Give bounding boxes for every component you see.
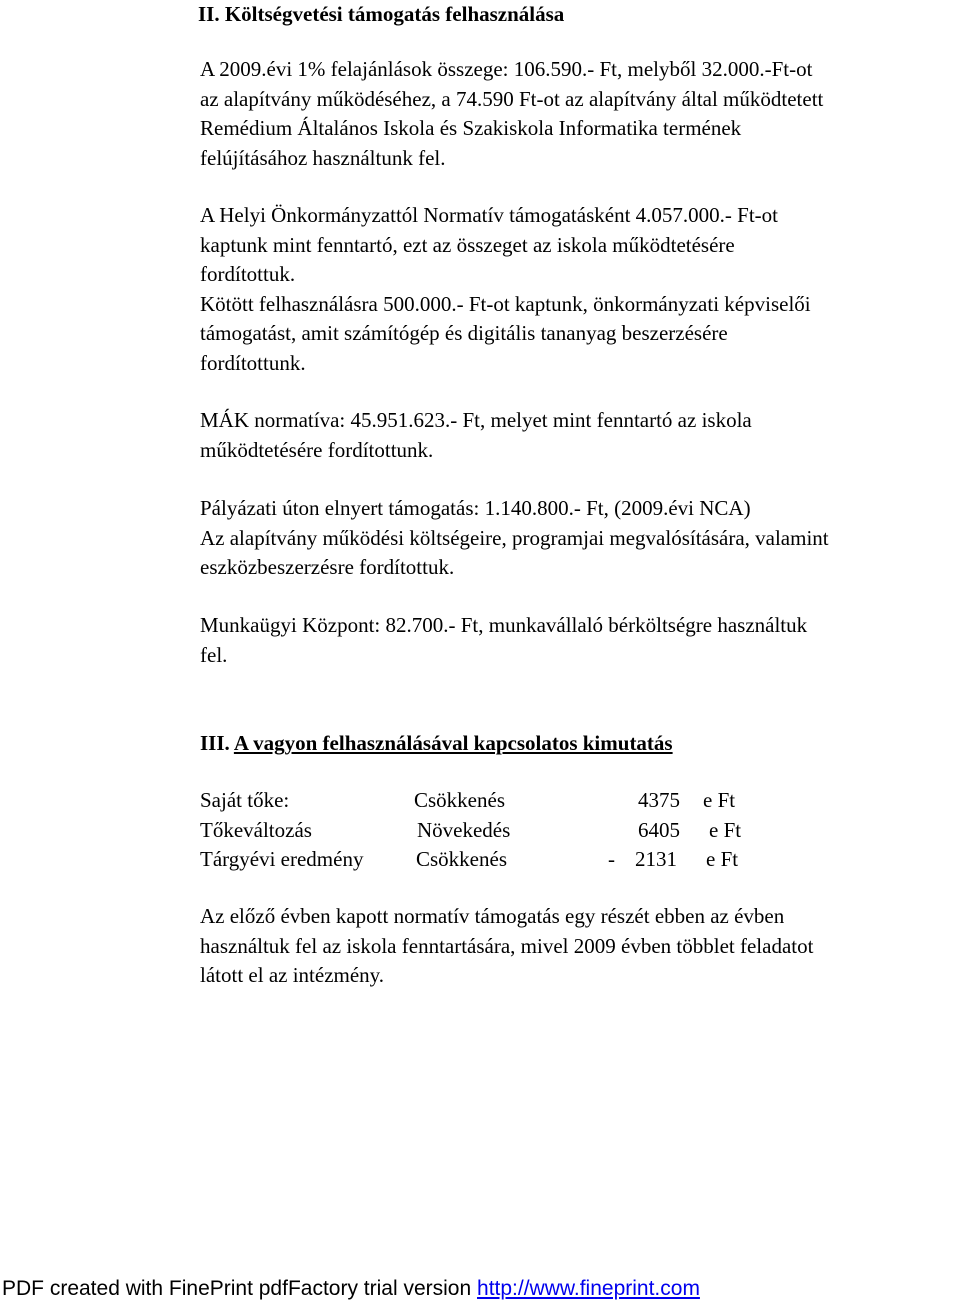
asset-summary-table: [200, 786, 820, 875]
table-row: [200, 816, 820, 846]
paragraph-line: MÁK normatíva: 45.951.623.- Ft, melyet mint fenntartó az iskola: [200, 408, 752, 432]
paragraph-line: Remédium Általános Iskola és Szakiskola Informatika termének: [200, 116, 742, 140]
section-3-heading: [200, 729, 673, 757]
row-unit: e Ft: [709, 817, 742, 842]
section-3-number: III.: [200, 731, 230, 755]
row-change: Csökkenés: [416, 847, 507, 871]
paragraph-line: fordítottuk.: [200, 262, 296, 286]
paragraph-line: kaptunk mint fenntartó, ezt az összeget az iskola működtetésére: [200, 232, 735, 257]
footer-link[interactable]: http://www.fineprint.com: [477, 1277, 700, 1300]
section-2-heading: II. Költségvetési támogatás felhasználása: [198, 2, 565, 26]
paragraph-line: A Helyi Önkormányzattól Normatív támogatásként 4.057.000.- Ft-ot: [200, 203, 778, 227]
row-label: Saját tőke:: [200, 788, 290, 812]
paragraph-line: támogatást, amit számítógép és digitális tananyag beszerzésére: [200, 321, 728, 345]
pdf-footer: [2, 1275, 700, 1303]
paragraph-1-percent-donations: [200, 55, 960, 173]
row-unit: e Ft: [703, 788, 736, 812]
paragraph-employment-center: [200, 611, 960, 670]
section-3-title: A vagyon felhasználásával kapcsolatos kimutatás: [233, 731, 673, 755]
paragraph-line: Kötött felhasználásra 500.000.- Ft-ot kaptunk, önkormányzati képviselői: [200, 291, 811, 316]
row-value: 6405: [638, 817, 680, 842]
paragraph-line: Munkaügyi Központ: 82.700.- Ft, munkavállaló bérköltségre használtuk: [200, 613, 808, 637]
row-value: 2131: [635, 847, 677, 871]
row-value: 4375: [638, 788, 680, 812]
paragraph-line: A 2009.évi 1% felajánlások összege: 106.590.- Ft, melyből 32.000.-Ft-ot: [200, 57, 813, 81]
footer-text: PDF created with FinePrint pdfFactory trial version: [2, 1277, 478, 1300]
paragraph-line: Pályázati úton elnyert támogatás: 1.140.800.- Ft, (2009.évi NCA): [200, 496, 751, 520]
paragraph-grant: [200, 494, 960, 583]
paragraph-line: fel.: [200, 642, 228, 667]
paragraph-line: felújításához használtunk fel.: [200, 145, 446, 170]
row-change: Növekedés: [417, 817, 511, 842]
row-label: Tőkeváltozás: [200, 817, 312, 842]
paragraph-line: fordítottunk.: [200, 350, 306, 375]
paragraph-mak-normative: [200, 406, 960, 465]
paragraph-line: az alapítvány működéséhez, a 74.590 Ft-ot az alapítvány által működtetett: [200, 86, 824, 111]
paragraph-line: Az előző évben kapott normatív támogatás egy részét ebben az évben: [200, 904, 785, 928]
table-row: [200, 786, 820, 816]
table-row: [200, 845, 820, 875]
paragraph-line: használtuk fel az iskola fenntartására, mivel 2009 évben többlet feladatot: [200, 933, 814, 958]
row-label: Tárgyévi eredmény: [200, 847, 364, 871]
row-change: Csökkenés: [414, 788, 505, 812]
paragraph-line: látott el az intézmény.: [200, 963, 385, 987]
paragraph-closing: [200, 902, 960, 991]
paragraph-line: működtetésére fordítottunk.: [200, 437, 434, 462]
paragraph-line: Az alapítvány működési költségeire, programjai megvalósítására, valamint: [200, 525, 829, 550]
row-sign: -: [608, 847, 615, 871]
paragraph-local-government-support: [200, 201, 960, 378]
row-unit: e Ft: [706, 847, 739, 871]
paragraph-line: eszközbeszerzésre fordítottuk.: [200, 555, 455, 579]
